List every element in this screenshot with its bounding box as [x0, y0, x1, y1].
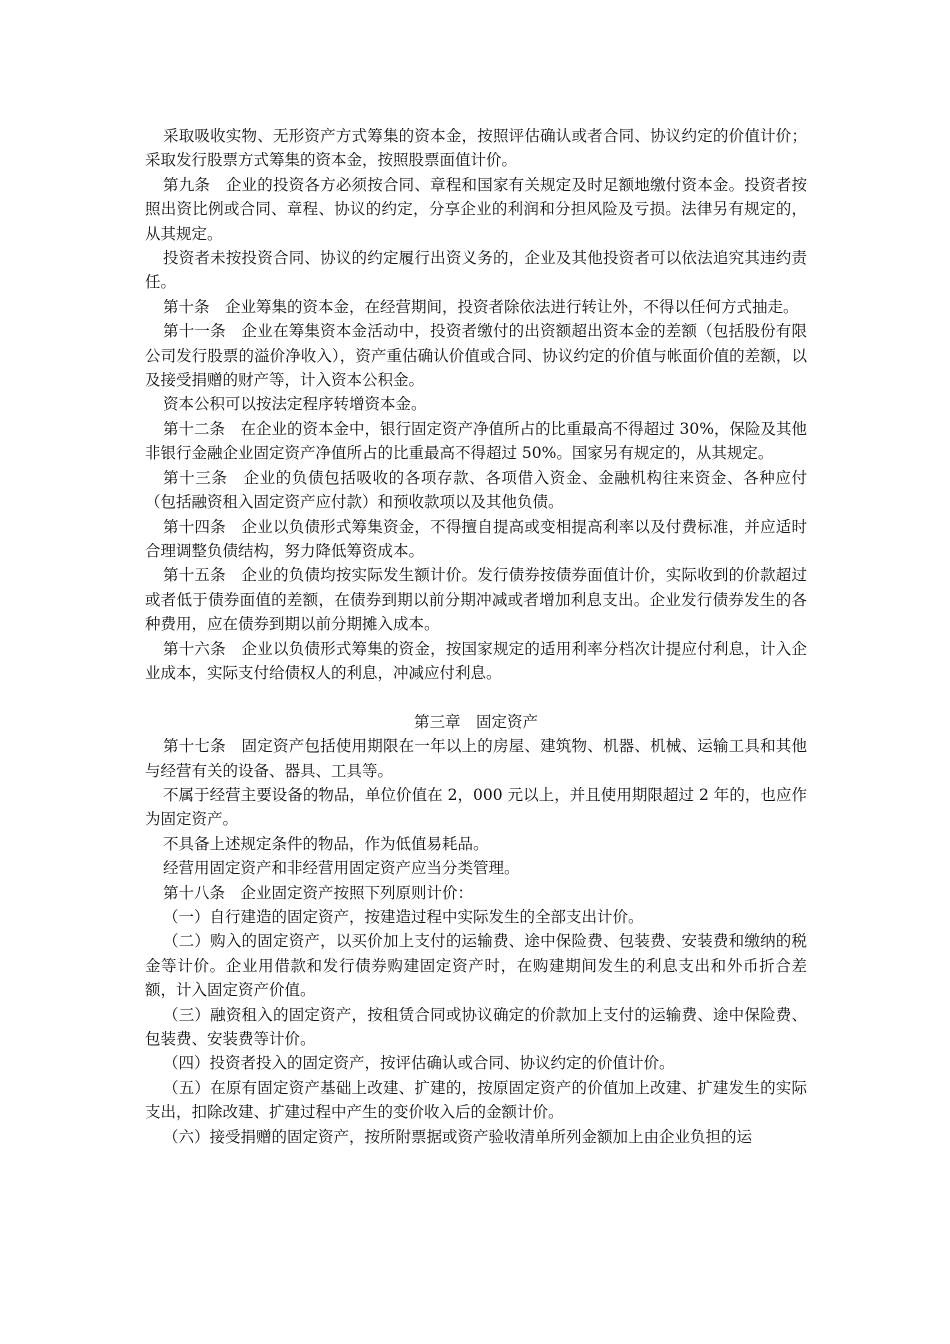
chapter-heading: 第三章 固定资产 [413, 712, 538, 731]
paragraph: 投资者未按投资合同、协议的约定履行出资义务的，企业及其他投资者可以依法追究其违约责任。 [145, 249, 807, 292]
list-item: （五）在原有固定资产基础上改建、扩建的，按原固定资产的价值加上改建、扩建发生的实际支出，扣除改建、扩建过程中产生的变价收入后的金额计价。 [145, 1078, 807, 1122]
list-item: （三）融资租入的固定资产，按租赁合同或协议确定的价款加上支付的运输费、途中保险费、包装费、安装费等计价。 [145, 1005, 807, 1049]
list-item: （二）购入的固定资产，以买价加上支付的运输费、途中保险费、包装费、安装费和缴纳的税金等计价。企业用借款和发行债券购建固定资产时，在购建期间发生的利息支出和外币折合差额，计入固定资产价值。 [145, 932, 807, 1000]
list-item: （四）投资者投入的固定资产，按评估确认或合同、协议约定的价值计价。 [163, 1054, 675, 1073]
article-18: 第十八条 企业固定资产按照下列原则计价： [163, 883, 474, 902]
paragraph: 资本公积可以按法定程序转增资本金。 [163, 395, 427, 414]
paragraph: 经营用固定资产和非经营用固定资产应当分类管理。 [163, 859, 520, 878]
article-16: 第十六条 企业以负债形式筹集的资金，按国家规定的适用利率分档次计提应付利息，计入企业成本，实际支付给债权人的利息，冲减应付利息。 [145, 639, 807, 682]
paragraph: 不具备上述规定条件的物品，作为低值易耗品。 [163, 834, 489, 853]
article-12: 第十二条 在企业的资本金中，银行固定资产净值所占的比重最高不得超过 30%，保险及其他非银行金融企业固定资产净值所占的比重最高不得超过 50%。国家另有规定的，从其规定。 [145, 419, 807, 463]
article-15: 第十五条 企业的负债均按实际发生额计价。发行债券按债券面值计价，实际收到的价款超过或者低于债券面值的差额，在债券到期以前分期冲减或者增加利息支出。企业发行债券发生的各种费用，应在债券到期以前分期摊入成本。 [145, 566, 807, 634]
document-body [145, 124, 807, 1149]
list-item: （六）接受捐赠的固定资产，按所附票据或资产验收清单所列金额加上由企业负担的运 [163, 1127, 753, 1146]
article-9: 第九条 企业的投资各方必须按合同、章程和国家有关规定及时足额地缴付资本金。投资者按照出资比例或合同、章程、协议的约定，分享企业的利润和分担风险及亏损。法律另有规定的，从其规定。 [145, 175, 807, 243]
blank-line [145, 685, 807, 709]
paragraph: 采取吸收实物、无形资产方式筹集的资本金，按照评估确认或者合同、协议约定的价值计价；采取发行股票方式筹集的资本金，按照股票面值计价。 [145, 127, 807, 170]
list-item: （一）自行建造的固定资产，按建造过程中实际发生的全部支出计价。 [163, 907, 644, 926]
article-14: 第十四条 企业以负债形式筹集资金，不得擅自提高或变相提高利率以及付费标准，并应适时合理调整负债结构，努力降低筹资成本。 [145, 517, 807, 560]
article-11: 第十一条 企业在筹集资本金活动中，投资者缴付的出资额超出资本金的差额（包括股份有限公司发行股票的溢价净收入），资产重估确认价值或合同、协议约定的价值与帐面价值的差额，以及接受捐赠的财产等，计入资本公积金。 [145, 322, 807, 390]
paragraph: 不属于经营主要设备的物品，单位价值在 2，000 元以上，并且使用期限超过 2 年的，也应作为固定资产。 [145, 785, 807, 829]
article-10: 第十条 企业筹集的资本金，在经营期间，投资者除依法进行转让外，不得以任何方式抽走。 [163, 297, 799, 316]
article-13: 第十三条 企业的负债包括吸收的各项存款、各项借入资金、金融机构往来资金、各种应付（包括融资租入固定资产应付款）和预收款项以及其他负债。 [145, 468, 807, 512]
article-17: 第十七条 固定资产包括使用期限在一年以上的房屋、建筑物、机器、机械、运输工具和其他与经营有关的设备、器具、工具等。 [145, 737, 807, 780]
